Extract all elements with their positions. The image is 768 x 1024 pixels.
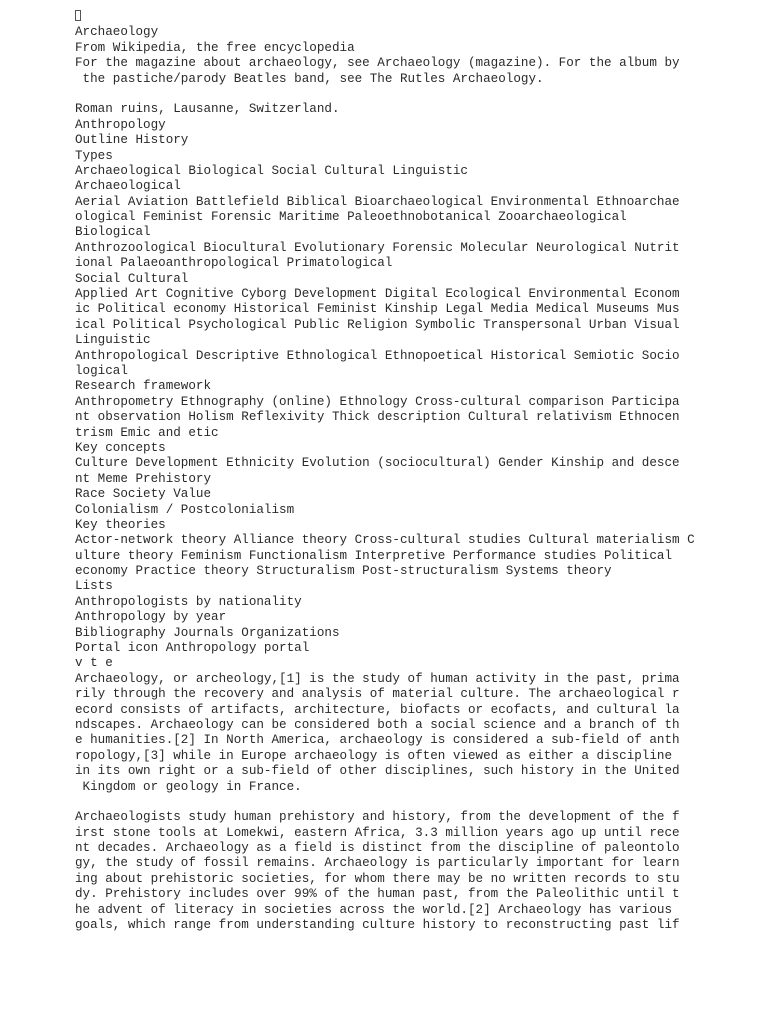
text-line: Anthropologists by nationality: [75, 594, 302, 609]
text-line: Colonialism / Postcolonialism: [75, 502, 295, 517]
text-line: For the magazine about archaeology, see Archaeology (magazine). For the album by: [75, 56, 680, 71]
text-line: rily through the recovery and analysis of material culture. The archaeological r: [75, 687, 680, 702]
text-line: Anthropology by year: [75, 610, 227, 625]
text-line: gy, the study of fossil remains. Archaeology is particularly important for learn: [75, 856, 680, 871]
document-page: [75, 10, 735, 933]
text-line: Archaeological: [75, 179, 181, 194]
missing-glyph-icon: [75, 10, 81, 21]
text-line: ndscapes. Archaeology can be considered both a social science and a branch of th: [75, 717, 680, 732]
text-line: trism Emic and etic: [75, 425, 219, 440]
text-line: Archaeology: [75, 25, 159, 40]
text-line: nt Meme Prehistory: [75, 471, 212, 486]
text-line: he advent of literacy in societies across the world.[2] Archaeology has various: [75, 902, 673, 917]
text-line: Anthropological Descriptive Ethnological Ethnopoetical Historical Semiotic Socio: [75, 348, 680, 363]
text-line: goals, which range from understanding culture history to reconstructing past lif: [75, 918, 680, 933]
text-line: ing about prehistoric societies, for whom there may be no written records to stu: [75, 871, 680, 886]
text-line: Bibliography Journals Organizations: [75, 625, 340, 640]
text-line: Race Society Value: [75, 487, 212, 502]
text-line: Archaeological Biological Social Cultural Linguistic: [75, 163, 468, 178]
text-line: ological Feminist Forensic Maritime Paleoethnobotanical Zooarchaeological: [75, 210, 627, 225]
text-line: logical: [75, 363, 128, 378]
text-line: Actor-network theory Alliance theory Cross-cultural studies Cultural materialism C: [75, 533, 695, 548]
text-line: Aerial Aviation Battlefield Biblical Bioarchaeological Environmental Ethnoarchae: [75, 194, 680, 209]
text-line: Kingdom or geology in France.: [75, 779, 302, 794]
text-line: e humanities.[2] In North America, archaeology is considered a sub-field of anth: [75, 733, 680, 748]
text-line: v t e: [75, 656, 113, 671]
text-line: Social Cultural: [75, 271, 189, 286]
text-line: Archaeologists study human prehistory and history, from the development of the f: [75, 810, 680, 825]
text-line: Key theories: [75, 517, 166, 532]
text-line: Archaeology, or archeology,[1] is the study of human activity in the past, prima: [75, 671, 680, 686]
text-line: From Wikipedia, the free encyclopedia: [75, 40, 355, 55]
text-line: irst stone tools at Lomekwi, eastern Africa, 3.3 million years ago up until rece: [75, 825, 680, 840]
text-line: Anthropology: [75, 117, 166, 132]
text-line: Lists: [75, 579, 113, 594]
text-line: ical Political Psychological Public Religion Symbolic Transpersonal Urban Visual: [75, 317, 680, 332]
text-line: Culture Development Ethnicity Evolution (sociocultural) Gender Kinship and desce: [75, 456, 680, 471]
text-line: ropology,[3] while in Europe archaeology is often viewed as either a discipline: [75, 748, 673, 763]
text-line: Linguistic: [75, 333, 151, 348]
text-line: Biological: [75, 225, 151, 240]
document-text: [75, 25, 735, 933]
text-line: Key concepts: [75, 440, 166, 455]
text-line: Anthrozoological Biocultural Evolutionary Forensic Molecular Neurological Nutrit: [75, 240, 680, 255]
text-line: dy. Prehistory includes over 99% of the human past, from the Paleolithic until t: [75, 887, 680, 902]
text-line: Roman ruins, Lausanne, Switzerland.: [75, 102, 340, 117]
text-line: Applied Art Cognitive Cyborg Development Digital Ecological Environmental Econom: [75, 287, 680, 302]
text-line: nt observation Holism Reflexivity Thick description Cultural relativism Ethnocen: [75, 410, 680, 425]
text-line: ional Palaeoanthropological Primatological: [75, 256, 393, 271]
text-line: Research framework: [75, 379, 212, 394]
glyph-line: [75, 10, 735, 25]
text-line: nt decades. Archaeology as a field is distinct from the discipline of paleontolo: [75, 841, 680, 856]
text-line: ic Political economy Historical Feminist Kinship Legal Media Medical Museums Mus: [75, 302, 680, 317]
text-line: the pastiche/parody Beatles band, see The Rutles Archaeology.: [75, 71, 544, 86]
text-line: Anthropometry Ethnography (online) Ethnology Cross-cultural comparison Participa: [75, 394, 680, 409]
text-line: [75, 795, 735, 810]
text-line: [75, 87, 735, 102]
text-line: economy Practice theory Structuralism Post-structuralism Systems theory: [75, 564, 612, 579]
text-line: ecord consists of artifacts, architecture, biofacts or ecofacts, and cultural la: [75, 702, 680, 717]
text-line: Outline History: [75, 133, 189, 148]
text-line: ulture theory Feminism Functionalism Interpretive Performance studies Political: [75, 548, 673, 563]
text-line: Types: [75, 148, 113, 163]
text-line: Portal icon Anthropology portal: [75, 641, 310, 656]
text-line: in its own right or a sub-field of other disciplines, such history in the United: [75, 764, 680, 779]
